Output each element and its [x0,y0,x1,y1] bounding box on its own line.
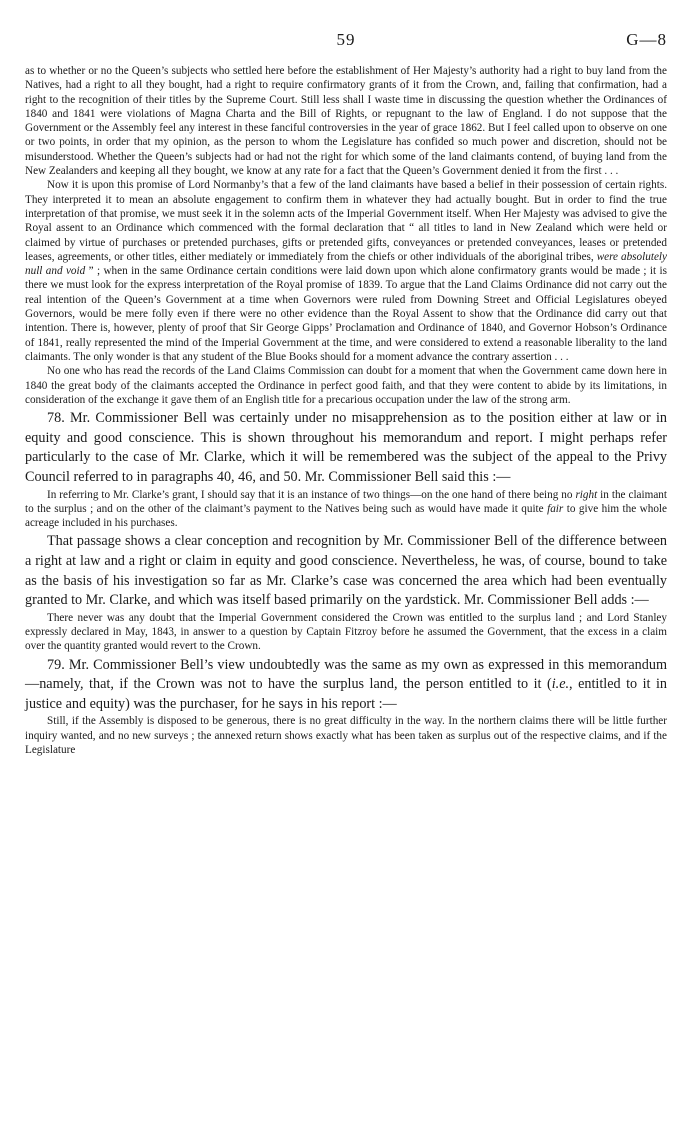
bell-quote-clarke-emphasis-fair: fair [547,502,564,515]
bell-quote-clarke [25,488,667,531]
quoted-paragraph-2 [25,178,667,364]
quoted-paragraph-2-part-a: Now it is upon this promise of Lord Normanby’s that a few of the land claimants have based a belief in their possession of certain rights. They interpreted it to mean an absolute engagement to confirm them in whatever they had actually bought. But in order to find the true interpretation of that promise, we must seek it in the solemn acts of the Imperial Government itself. When Her Majesty was advised to give the Royal assent to an Ordinance which commenced with the formal declaration that “ all titles to land in New Zealand which were held or claimed by virtue of purchases or pretended purchases, gifts or pretended gifts, conveyances or pretended conveyances, leases or pretended leases, agreements, or other titles, either mediately or immediately from the chiefs or other individuals of the aboriginal tribes, [25,179,667,263]
bell-quote-assembly: Still, if the Assembly is disposed to be generous, there is no great difficulty in the way. In the northern claims there will be little further inquiry wanted, and no new surveys ; the annexed return shows exactly what has been taken as surplus out of the respective claims, and if the Legislature [25,715,667,757]
paragraph-79-part-a: 79. Mr. Commissioner Bell’s view undoubtedly was the same as my own as expressed in this memorandum—namely, that, if the Crown was not to have the surplus land, the person entitled to it ( [25,656,667,693]
page-header [25,30,667,64]
paragraph-79 [25,656,667,715]
bell-quote-clarke-part-b: in the claimant to the surplus ; and on the other of the claimant’s payment to the Natives being such as would have made it quite [25,488,667,515]
sheet-reference: G—8 [626,30,667,49]
paragraph-79-part-b: , entitled to it in justice and equity) was the purchaser, for he says in his report :— [25,676,667,712]
bell-quote-clarke-emphasis-right: right [575,488,598,501]
quoted-paragraph-3: No one who has read the records of the Land Claims Commission can doubt for a moment that when the Government came down here in 1840 the great body of the claimants accepted the Ordinance in perfect good faith, and that they were content to abide by its limitations, in consideration of the exchange it gave them of an English title for a precarious occupation under the law of the strong arm. [25,365,667,406]
page-number: 59 [336,30,356,49]
paragraph-78: 78. Mr. Commissioner Bell was certainly under no misapprehension as to the position either at law or in equity and good conscience. This is shown throughout his memorandum and report. I might perhaps refer particularly to the case of Mr. Clarke, which it will be remembered was the subject of the appeal to the Privy Council referred to in paragraphs 40, 46, and 50. Mr. Commissioner Bell said this :— [25,410,667,485]
paragraph-78-continued: That passage shows a clear conception and recognition by Mr. Commissioner Bell of the difference between a right at law and a right or claim in equity and good conscience. Nevertheless, he was, of course, bound to take as the basis of his investigation so far as Mr. Clarke’s case was concerned the area which had been eventually granted to Mr. Clarke, and which was itself based primarily on the yardstick. Mr. Commissioner Bell adds :— [25,533,667,609]
bell-quote-surplus: There never was any doubt that the Imperial Government considered the Crown was entitled to the surplus land ; and Lord Stanley expressly declared in May, 1843, in answer to a question by Captain Fitzroy before he assumed the Government, that the excess in a claim over the quantity granted would revert to the Crown. [25,611,667,653]
paragraph-79-emphasis: i.e. [551,676,570,693]
quoted-paragraph-2-part-b: ” ; when in the same Ordinance certain conditions were laid down upon which alone confirmatory grants would be made ; it is there we must look for the express interpretation of the Royal promise of 1839. To argue that the Land Claims Ordinance did not carry out the real intention of the Queen’s Government at a time when Governors were ruled from Downing Street and Official Legislatures obeyed Governors, would be mere folly even if there were no other evidence than the Royal Assent to show that the Ordinance did carry out that intention. There is, however, plenty of proof that Sir George Gipps’ Proclamation and Ordinance of 1840, and Governor Hobson’s Ordinance of 1841, really represented the mind of the Imperial Government at the time, and were considered to extend a reasonable liberality to the land claimants. The only wonder is that any student of the Blue Books should for a moment advance the contrary assertion . . . [25,265,667,363]
quoted-paragraph-1: as to whether or no the Queen’s subjects who settled here before the establishment of Her Majesty’s authority had a right to buy land from the Natives, had a right to all they bought, had a right to require confirmatory grants of it from the Crown, and, failing that confirmation, had a right to the recognition of their titles by the Supreme Court. Still less shall I waste time in discussing the question whether the Ordinances of 1840 and 1841 were violations of Magna Charta and the Bill of Rights, or repugnant to the law of England. I do not suppose that the Government or the Assembly feel any interest in these fanciful controversies in the year of grace 1862. But I feel called upon to observe on one or two points, in order that my opinion, as the person to whom the Legislature has confided so much power and discretion, should not be misunderstood. Whether the Queen’s subjects had or had not the right for which some of the land claimants contend, of buying land from the New Zealanders and keeping all they bought, we know at any rate for a fact that the Queen’s Government denied it from the first . . . [25,65,667,178]
quoted-paragraph-2-emphasis: were absolutely null and void [25,250,667,278]
bell-quote-clarke-part-c: to give him the whole acreage included in his purchases. [25,502,667,530]
bell-quote-clarke-part-a: In referring to Mr. Clarke’s grant, I should say that it is an instance of two things—on the one hand of there being no [47,488,576,501]
